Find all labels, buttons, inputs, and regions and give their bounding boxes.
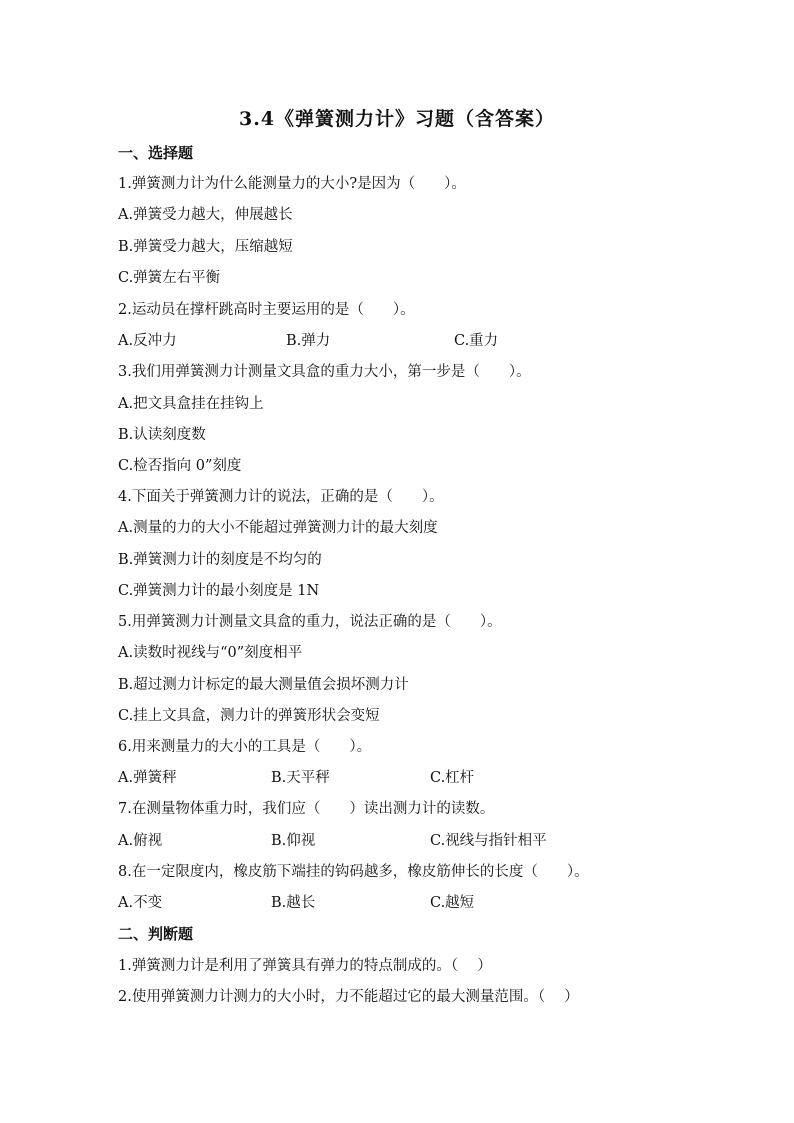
question-5-stem: 5.用弹簧测力计测量文具盒的重力，说法正确的是（ ）。: [118, 614, 502, 630]
question-4-option-b: B.弹簧测力计的刻度是不均匀的: [118, 552, 322, 568]
section-heading-choice: 一、选择题: [118, 144, 194, 162]
question-4-option-a: A.测量的力的大小不能超过弹簧测力计的最大刻度: [118, 520, 438, 536]
question-8-stem: 8.在一定限度内，橡皮筋下端挂的钩码越多，橡皮筋伸长的长度（ ）。: [118, 864, 589, 880]
question-2-stem: 2.运动员在撑杆跳高时主要运用的是（ ）。: [118, 302, 415, 318]
question-8-option-c: C.越短: [430, 895, 475, 911]
question-1-option-c: C.弹簧左右平衡: [118, 270, 221, 286]
question-3-option-b: B.认读刻度数: [118, 427, 206, 443]
question-8-option-b: B.越长: [271, 895, 316, 911]
question-6-option-a: A.弹簧秤: [118, 770, 177, 786]
question-6-stem: 6.用来测量力的大小的工具是（ ）。: [118, 739, 372, 755]
document-title: 3.4《弹簧测力计》习题（含答案）: [238, 108, 556, 130]
question-5-option-a: A.读数时视线与“0”刻度相平: [118, 645, 303, 661]
question-1-option-a: A.弹簧受力越大，伸展越长: [118, 207, 293, 223]
question-5-option-b: B.超过测力计标定的最大测量值会损坏测力计: [118, 677, 409, 693]
judgement-1: 1.弹簧测力计是利用了弹簧具有弹力的特点制成的。（ ）: [118, 958, 492, 974]
question-7-option-c: C.视线与指针相平: [430, 833, 547, 849]
question-3-stem: 3.我们用弹簧测力计测量文具盒的重力大小，第一步是（ ）。: [118, 364, 531, 380]
question-2-option-b: B.弹力: [286, 333, 331, 349]
question-5-option-c: C.挂上文具盒，测力计的弹簧形状会变短: [118, 708, 380, 724]
question-4-option-c: C.弹簧测力计的最小刻度是 1N: [118, 583, 320, 599]
question-1-option-b: B.弹簧受力越大，压缩越短: [118, 239, 293, 255]
question-2-option-c: C.重力: [454, 333, 499, 349]
question-7-option-b: B.仰视: [271, 833, 316, 849]
judgement-2: 2.使用弹簧测力计测力的大小时，力不能超过它的最大测量范围。（ ）: [118, 989, 579, 1005]
question-1-stem: 1.弹簧测力计为什么能测量力的大小?是因为（ ）。: [118, 176, 466, 192]
question-2-option-a: A.反冲力: [118, 333, 177, 349]
question-8-option-a: A.不变: [118, 895, 163, 911]
question-7-stem: 7.在测量物体重力时，我们应（ ）读出测力计的读数。: [118, 801, 495, 817]
section-heading-judgement: 二、判断题: [118, 925, 194, 943]
question-4-stem: 4.下面关于弹簧测力计的说法，正确的是（ ）。: [118, 489, 444, 505]
question-6-option-b: B.天平秤: [271, 770, 330, 786]
question-3-option-a: A.把文具盒挂在挂钩上: [118, 396, 264, 412]
question-7-option-a: A.俯视: [118, 833, 163, 849]
question-6-option-c: C.杠杆: [430, 770, 475, 786]
question-3-option-c: C.检否指向 0”刻度: [118, 458, 242, 474]
